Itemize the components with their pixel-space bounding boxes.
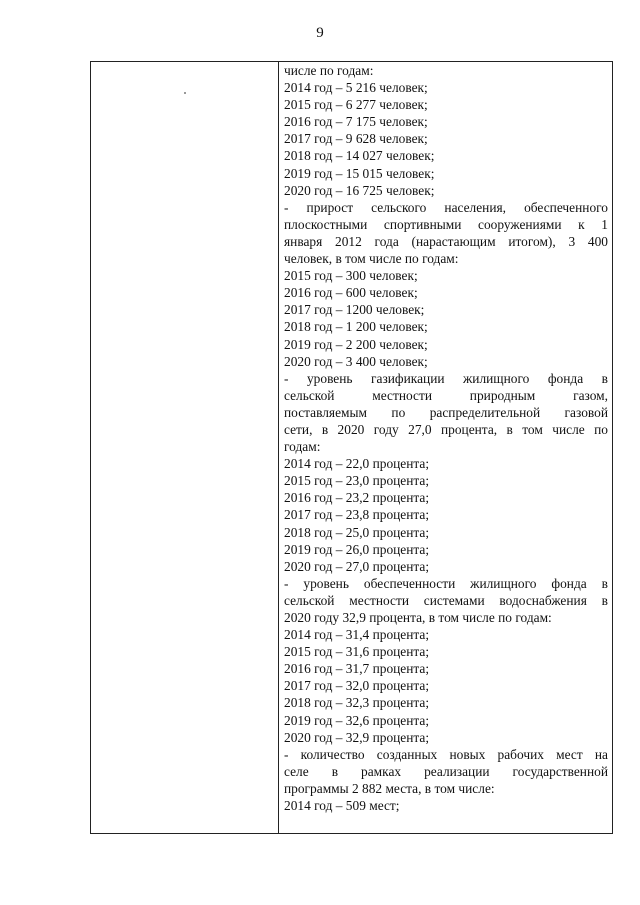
text-line: плоскостными спортивными сооружениями к 1	[284, 216, 608, 232]
text-line: 2014 год – 509 мест;	[284, 798, 400, 814]
text-line: - уровень обеспеченности жилищного фонда в	[284, 575, 608, 591]
text-line: селе в рамках реализации государственной	[284, 763, 608, 779]
page-number: 9	[316, 25, 324, 41]
text-line: сети, в 2020 году 27,0 процента, в том числе по	[284, 421, 608, 437]
text-line: 2017 год – 32,0 процента;	[284, 678, 430, 694]
text-line: 2020 год – 3 400 человек;	[284, 353, 428, 369]
text-line: 2020 год – 27,0 процента;	[284, 558, 430, 574]
text-line: сельской местности системами водоснабжения в	[284, 592, 608, 608]
text-line: 2020 году 32,9 процента, в том числе по годам:	[284, 610, 552, 625]
text-line: 2018 год – 25,0 процента;	[284, 524, 430, 540]
text-line: сельской местности природным газом,	[284, 387, 608, 403]
table-right-column	[279, 62, 612, 833]
text-line: 2016 год – 31,7 процента;	[284, 661, 430, 677]
text-line: - количество созданных новых рабочих мест на	[284, 746, 608, 762]
text-line: 2016 год – 23,2 процента;	[284, 490, 430, 506]
text-line: 2015 год – 6 277 человек;	[284, 97, 428, 113]
text-line: 2020 год – 16 725 человек;	[284, 182, 435, 198]
text-line: поставляемым по распределительной газовой	[284, 404, 608, 420]
text-line: 2018 год – 1 200 человек;	[284, 319, 428, 335]
text-line: 2015 год – 300 человек;	[284, 268, 418, 284]
text-line: 2019 год – 32,6 процента;	[284, 712, 430, 728]
table-left-column	[91, 62, 279, 833]
text-line: - прирост сельского населения, обеспеченного	[284, 199, 608, 215]
text-line: 2014 год – 22,0 процента;	[284, 456, 430, 472]
text-line: 2014 год – 31,4 процента;	[284, 627, 430, 643]
text-line: человек, в том числе по годам:	[284, 251, 459, 267]
text-line: 2017 год – 23,8 процента;	[284, 507, 430, 523]
text-line: января 2012 года (нарастающим итогом), 3 400	[284, 233, 608, 249]
text-line: годам:	[284, 439, 321, 455]
text-line: 2019 год – 15 015 человек;	[284, 165, 435, 181]
text-line: 2019 год – 2 200 человек;	[284, 336, 428, 352]
document-table	[90, 61, 613, 834]
text-line: 2018 год – 14 027 человек;	[284, 148, 435, 164]
text-line: - уровень газификации жилищного фонда в	[284, 370, 608, 386]
text-line: 2015 год – 31,6 процента;	[284, 644, 430, 660]
scan-speck	[184, 92, 186, 94]
text-line: числе по годам:	[284, 63, 374, 78]
text-line: 2018 год – 32,3 процента;	[284, 695, 430, 711]
text-line: 2017 год – 1200 человек;	[284, 302, 425, 318]
text-line: 2017 год – 9 628 человек;	[284, 131, 428, 147]
text-line: 2015 год – 23,0 процента;	[284, 473, 430, 489]
text-line: 2016 год – 600 человек;	[284, 285, 418, 301]
text-line: 2019 год – 26,0 процента;	[284, 541, 430, 557]
text-line: 2014 год – 5 216 человек;	[284, 80, 428, 96]
text-line: 2016 год – 7 175 человек;	[284, 114, 428, 130]
text-line: программы 2 882 места, в том числе:	[284, 780, 495, 796]
text-line: 2020 год – 32,9 процента;	[284, 729, 430, 745]
